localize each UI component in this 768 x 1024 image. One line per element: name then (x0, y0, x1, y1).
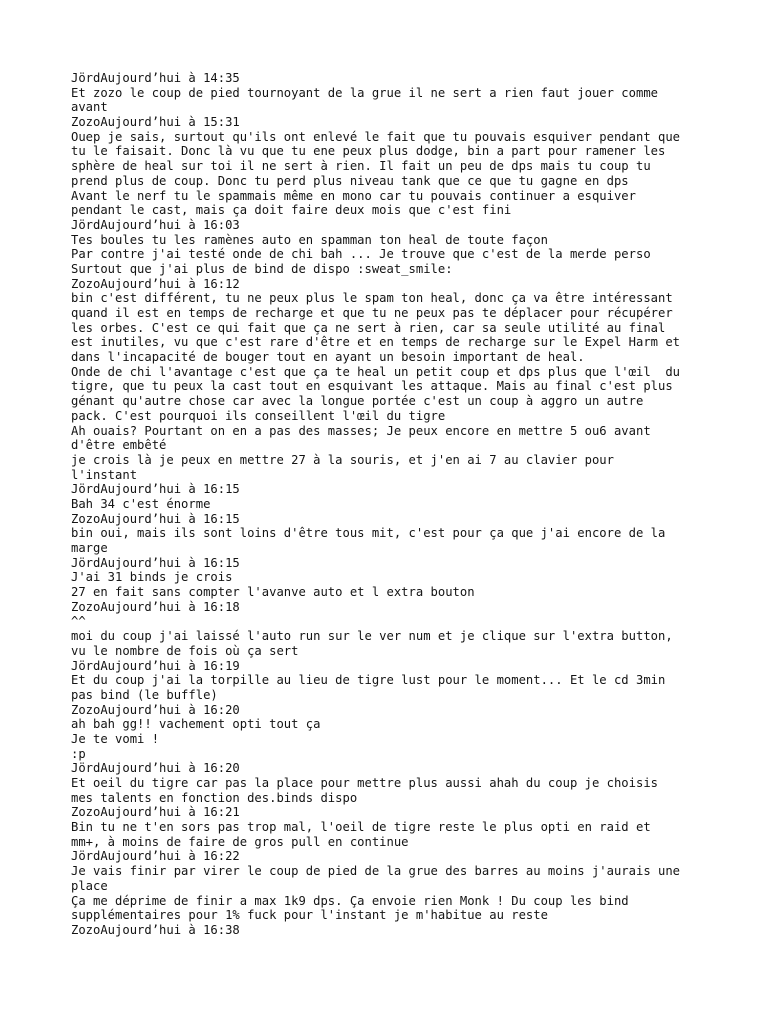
text-line: tigre, que tu peux la cast tout en esquivant les attaque. Mais au final c'est plus (71, 379, 673, 394)
text-line: ZozoAujourd’hui à 15:31 (71, 115, 240, 130)
text-line: génant qu'autre chose car avec la longue portée c'est un coup à aggro un autre (71, 394, 644, 409)
text-line: prend plus de coup. Donc tu perd plus niveau tank que ce que tu gagne en dps (71, 173, 629, 188)
text-line: tu le faisait. Donc là vu que tu ene peux plus dodge, bin a part pour ramener les (71, 144, 666, 159)
text-line: les orbes. C'est ce qui fait que ça ne sert à rien, car sa seule utilité au final (71, 320, 666, 335)
text-line: Ça me déprime de finir a max 1k9 dps. Ça envoie rien Monk ! Du coup les bind (71, 893, 629, 908)
text-line: Je vais finir par virer le coup de pied de la grue des barres au moins j'aurais une (71, 864, 681, 879)
text-line: pendant le cast, mais ça doit faire deux mois que c'est fini (71, 203, 512, 218)
text-line: dans l'incapacité de bouger tout en ayant un besoin important de heal. (71, 350, 585, 365)
text-line: Bah 34 c'est énorme (71, 496, 211, 511)
text-line: Onde de chi l'avantage c'est que ça te heal un petit coup et dps plus que l'œil du (71, 364, 681, 379)
text-line: Et oeil du tigre car pas la place pour mettre plus aussi ahah du coup je choisis (71, 776, 658, 790)
text-line: JördAujourd’hui à 16:03 (71, 217, 240, 232)
text-line: Ah ouais? Pourtant on en a pas des masses; Je peux encore en mettre 5 ou6 avant (71, 423, 651, 438)
text-line: ah bah gg!! vachement opti tout ça (71, 717, 321, 732)
text-line: Je te vomi ! (71, 731, 160, 746)
text-line: JördAujourd’hui à 16:15 (71, 482, 240, 497)
text-line: Bin tu ne t'en sors pas trop mal, l'oeil de tigre reste le plus opti en raid et (71, 820, 651, 835)
text-line: Et zozo le coup de pied tournoyant de la grue il ne sert a rien faut jouer comme (71, 85, 658, 100)
text-line: J'ai 31 binds je crois (71, 570, 233, 585)
text-line: JördAujourd’hui à 16:20 (71, 761, 240, 776)
text-line: bin c'est différent, tu ne peux plus le spam ton heal, donc ça va être intéressant (71, 291, 673, 306)
text-line: est inutiles, vu que c'est rare d'être et en temps de recharge sur le Expel Harm et (71, 335, 681, 350)
text-line: d'être embêté (71, 438, 167, 453)
text-line: Par contre j'ai testé onde de chi bah ... Je trouve que c'est de la merde perso (71, 247, 651, 262)
text-line: Surtout que j'ai plus de bind de dispo :sweat_smile: (71, 261, 453, 276)
text-line: ZozoAujourd’hui à 16:12 (71, 276, 240, 291)
text-line: Et du coup j'ai la torpille au lieu de tigre lust pour le moment... Et le cd 3min (71, 673, 666, 688)
chat-transcript (71, 71, 711, 938)
text-line: mm+, à moins de faire de gros pull en continue (71, 834, 409, 849)
text-line: bin oui, mais ils sont loins d'être tous mit, c'est pour ça que j'ai encore de la (71, 526, 666, 541)
text-line: l'instant (71, 467, 138, 482)
text-line: sphère de heal sur toi il ne sert à rien. Il fait un peu de dps mais tu coup tu (71, 159, 651, 174)
text-line: ZozoAujourd’hui à 16:18 (71, 599, 240, 614)
text-line: JördAujourd’hui à 14:35 (71, 71, 240, 85)
text-line: vu le nombre de fois où ça sert (71, 643, 299, 658)
text-line: Ouep je sais, surtout qu'ils ont enlevé le fait que tu pouvais esquiver pendant que (71, 129, 681, 144)
text-line: JördAujourd’hui à 16:22 (71, 849, 240, 864)
text-line: je crois là je peux en mettre 27 à la souris, et j'en ai 7 au clavier pour (71, 452, 614, 467)
text-line: JördAujourd’hui à 16:15 (71, 555, 240, 570)
text-line: supplémentaires pour 1% fuck pour l'instant je m'habitue au reste (71, 908, 548, 923)
text-line: mes talents en fonction des.binds dispo (71, 790, 358, 805)
text-line: quand il est en temps de recharge et que tu ne peux pas te déplacer pour récupérer (71, 306, 673, 320)
text-line: 27 en fait sans compter l'avanve auto et l extra bouton (71, 585, 475, 600)
text-line: ZozoAujourd’hui à 16:15 (71, 511, 240, 526)
text-line: marge (71, 541, 108, 555)
text-line: ZozoAujourd’hui à 16:21 (71, 805, 240, 820)
text-line: pack. C'est pourquoi ils conseillent l'œil du tigre (71, 408, 446, 423)
text-line: moi du coup j'ai laissé l'auto run sur le ver num et je clique sur l'extra button, (71, 629, 673, 644)
text-line: :p (71, 746, 86, 761)
text-line: Tes boules tu les ramènes auto en spamman ton heal de toute façon (71, 232, 548, 247)
text-line: ^^ (71, 614, 86, 629)
text-line: ZozoAujourd’hui à 16:20 (71, 702, 240, 717)
text-line: Avant le nerf tu le spammais même en mono car tu pouvais continuer a esquiver (71, 188, 636, 203)
text-line: place (71, 878, 108, 893)
text-line: ZozoAujourd’hui à 16:38 (71, 922, 240, 937)
text-line: JördAujourd’hui à 16:19 (71, 658, 240, 673)
text-line: avant (71, 100, 108, 115)
text-line: pas bind (le buffle) (71, 687, 218, 702)
